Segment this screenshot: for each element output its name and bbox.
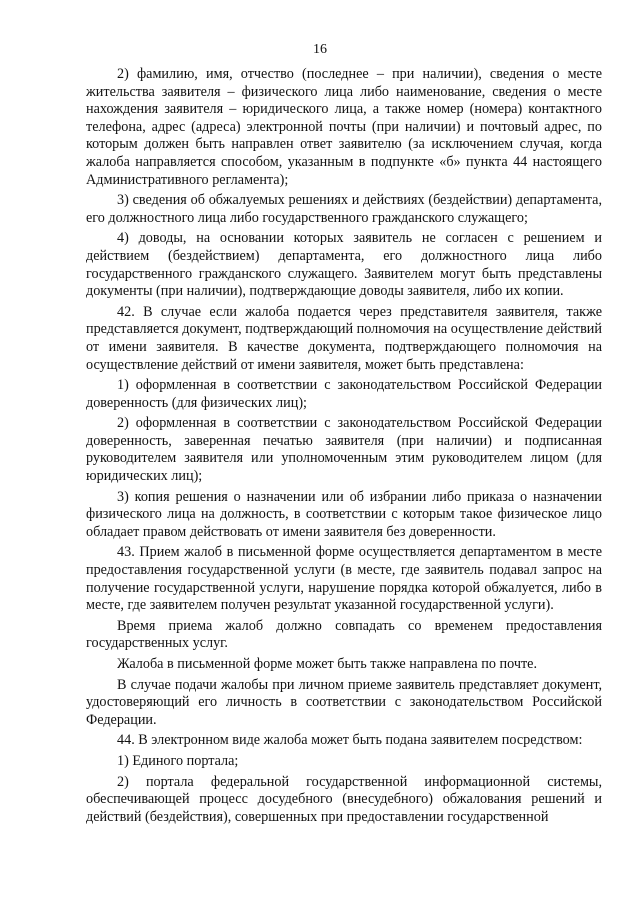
paragraph-item-4-arguments: 4) доводы, на основании которых заявитель не согласен с решением и действием (бездействием) департамента, его должностного лица либо государственного гражданского служащего. Заявителем могут быть представлены документы (при наличии), подтверждающие доводы заявителя, либо их копии. bbox=[86, 230, 602, 300]
paragraph-item-3-decisions: 3) сведения об обжалуемых решениях и действиях (бездействии) департамента, его должностного лица либо государственного гражданского служащего; bbox=[86, 192, 602, 226]
paragraph-clause-42-item-3: 3) копия решения о назначении или об избрании либо приказа о назначении физического лица на должность, в соответствии с которым такое физическое лицо обладает правом действовать от имени заявителя без доверенности. bbox=[86, 488, 602, 540]
paragraph-clause-42: 42. В случае если жалоба подается через представителя заявителя, также представляется документ, подтверждающий полномочия на осуществление действий от имени заявителя. В качестве документа, подтверждающего полномочия на осуществление действий от имени заявителя, может быть представлена: bbox=[86, 303, 602, 373]
paragraph-item-2-fio: 2) фамилию, имя, отчество (последнее – при наличии), сведения о месте жительства заявителя – физического лица либо наименование, сведения о месте нахождения заявителя – юридического лица, а также номер (номера) контактного телефона, адрес (адреса) электронной почты (при наличии) и почтовый адрес, по которым должен быть направлен ответ заявителю (за исключением случая, когда жалоба направляется способом, указанным в подпункте «б» пункта 44 настоящего Административного регламента); bbox=[86, 66, 602, 188]
paragraph-clause-44-item-2: 2) портала федеральной государственной информационной системы, обеспечивающей процесс досудебного (внесудебного) обжалования решений и действий (бездействия), совершенных при предоставлении государственной bbox=[86, 773, 602, 825]
paragraph-clause-42-item-2: 2) оформленная в соответствии с законодательством Российской Федерации доверенность, заверенная печатью заявителя (при наличии) и подписанная руководителем заявителя или уполномоченным этим руководителем лицом (для юридических лиц); bbox=[86, 415, 602, 485]
document-body bbox=[86, 66, 602, 829]
paragraph-mail-submission: Жалоба в письменной форме может быть также направлена по почте. bbox=[117, 656, 538, 672]
page-number: 16 bbox=[313, 42, 327, 57]
paragraph-clause-44: 44. В электронном виде жалоба может быть подана заявителем посредством: bbox=[117, 732, 583, 749]
paragraph-clause-43: 43. Прием жалоб в письменной форме осуществляется департаментом в месте предоставления государственной услуги (в месте, где заявитель подавал запрос на получение государственной услуги, нарушение порядка которой обжалуется, либо в месте, где заявителем получен результат указанной государственной услуги). bbox=[86, 544, 602, 614]
paragraph-clause-42-item-1: 1) оформленная в соответствии с законодательством Российской Федерации доверенность (для физических лиц); bbox=[86, 377, 602, 411]
paragraph-clause-44-item-1: 1) Единого портала; bbox=[117, 752, 239, 769]
paragraph-personal-reception: В случае подачи жалобы при личном приеме заявитель представляет документ, удостоверяющий его личность в соответствии с законодательством Российской Федерации. bbox=[86, 676, 602, 728]
paragraph-reception-time: Время приема жалоб должно совпадать со временем предоставления государственных услуг. bbox=[86, 617, 602, 652]
